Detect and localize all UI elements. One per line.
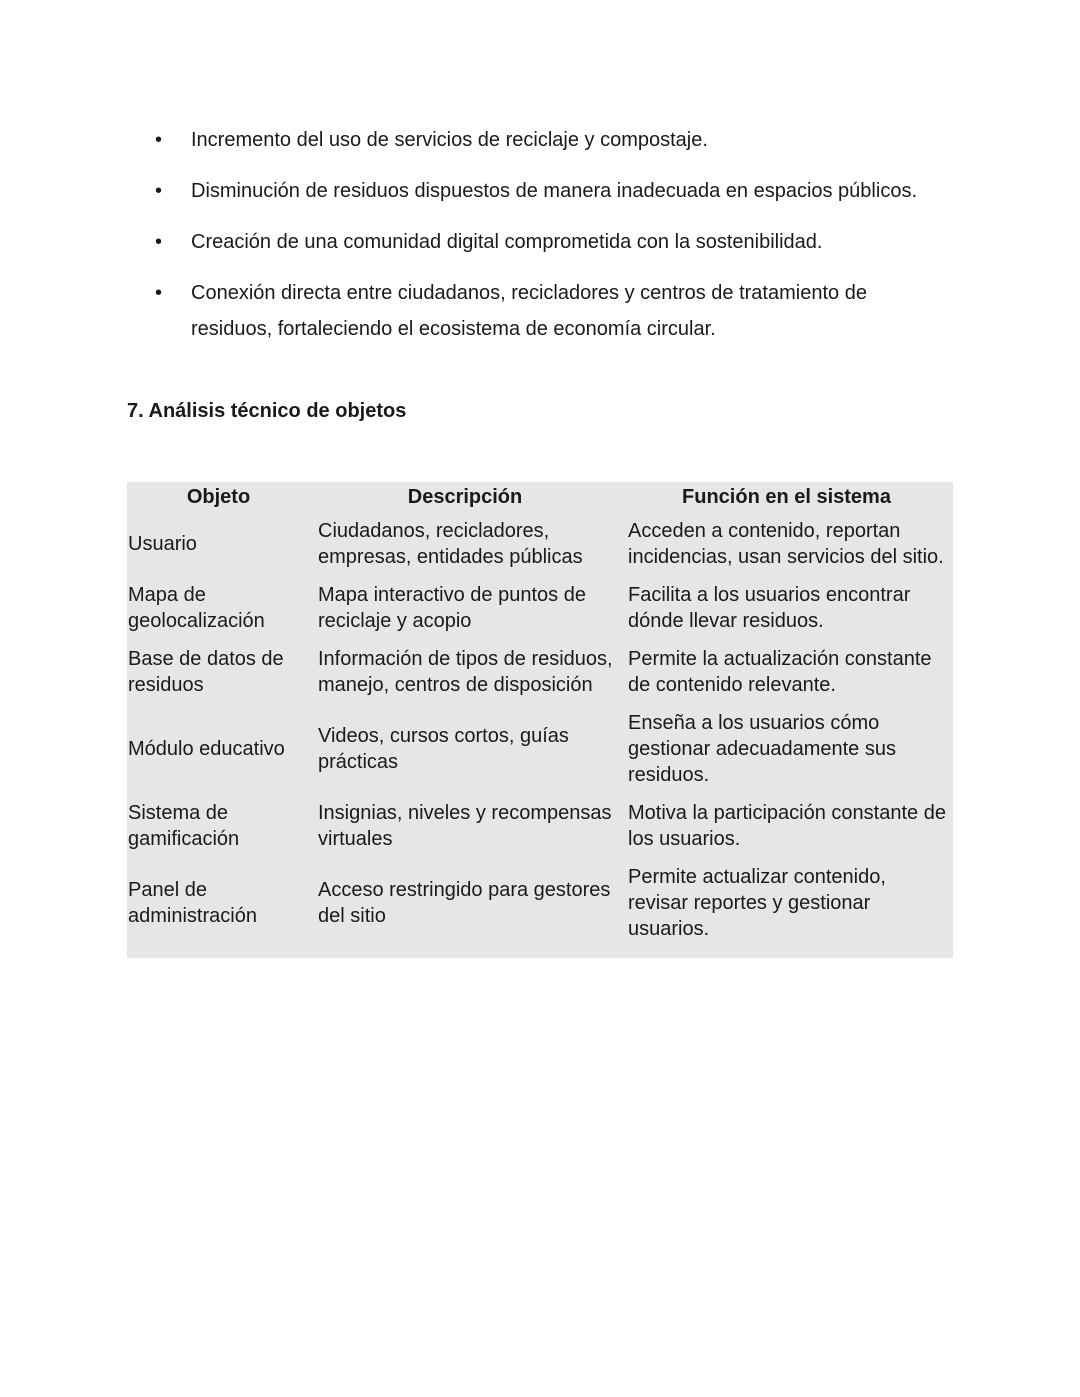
cell: Acceso restringido para gestores del sitio xyxy=(318,879,611,927)
table-row xyxy=(127,794,953,858)
cell: Insignias, niveles y recompensas virtuales xyxy=(318,802,612,850)
cell: Sistema de gamificación xyxy=(128,802,240,850)
header-cell: Función en el sistema xyxy=(682,486,891,508)
header-cell: Descripción xyxy=(407,486,523,508)
table-row xyxy=(127,704,953,794)
table-row xyxy=(127,576,953,640)
cell: Videos, cursos cortos, guías prácticas xyxy=(318,725,569,773)
list-item: • Creación de una comunidad digital comprometida con la sostenibilidad. xyxy=(155,224,935,260)
cell: Motiva la participación constante de los usuarios. xyxy=(628,802,946,850)
cell: Mapa de geolocalización xyxy=(128,584,265,632)
cell: Mapa interactivo de puntos de reciclaje y acopio xyxy=(318,584,586,632)
section-heading: 7. Análisis técnico de objetos xyxy=(127,400,407,422)
cell: Enseña a los usuarios cómo gestionar adecuadamente sus residuos. xyxy=(628,712,896,786)
cell: Información de tipos de residuos, manejo, centros de disposición xyxy=(318,648,613,696)
list-item: • Disminución de residuos dispuestos de manera inadecuada en espacios públicos. xyxy=(155,173,935,209)
cell: Facilita a los usuarios encontrar dónde llevar residuos. xyxy=(628,584,911,632)
objects-table xyxy=(127,482,953,958)
table-row xyxy=(127,512,953,576)
cell: Permite actualizar contenido, revisar reportes y gestionar usuarios. xyxy=(628,866,886,940)
cell: Ciudadanos, recicladores, empresas, entidades públicas xyxy=(318,520,583,568)
list-item: • Incremento del uso de servicios de reciclaje y compostaje. xyxy=(155,122,935,158)
table-row xyxy=(127,640,953,704)
cell: Panel de administración xyxy=(128,879,257,927)
cell: Permite la actualización constante de contenido relevante. xyxy=(628,648,932,696)
bullet-list xyxy=(155,122,935,362)
list-item: • Conexión directa entre ciudadanos, recicladores y centros de tratamiento de residuos, fortaleciendo el ecosistema de economía circular. xyxy=(155,275,935,347)
cell: Usuario xyxy=(128,533,197,555)
table-row xyxy=(127,858,953,958)
header-cell: Objeto xyxy=(186,486,251,508)
cell: Acceden a contenido, reportan incidencias, usan servicios del sitio. xyxy=(628,520,944,568)
cell: Base de datos de residuos xyxy=(128,648,284,696)
cell: Módulo educativo xyxy=(128,738,285,760)
table-header-row xyxy=(127,482,953,512)
